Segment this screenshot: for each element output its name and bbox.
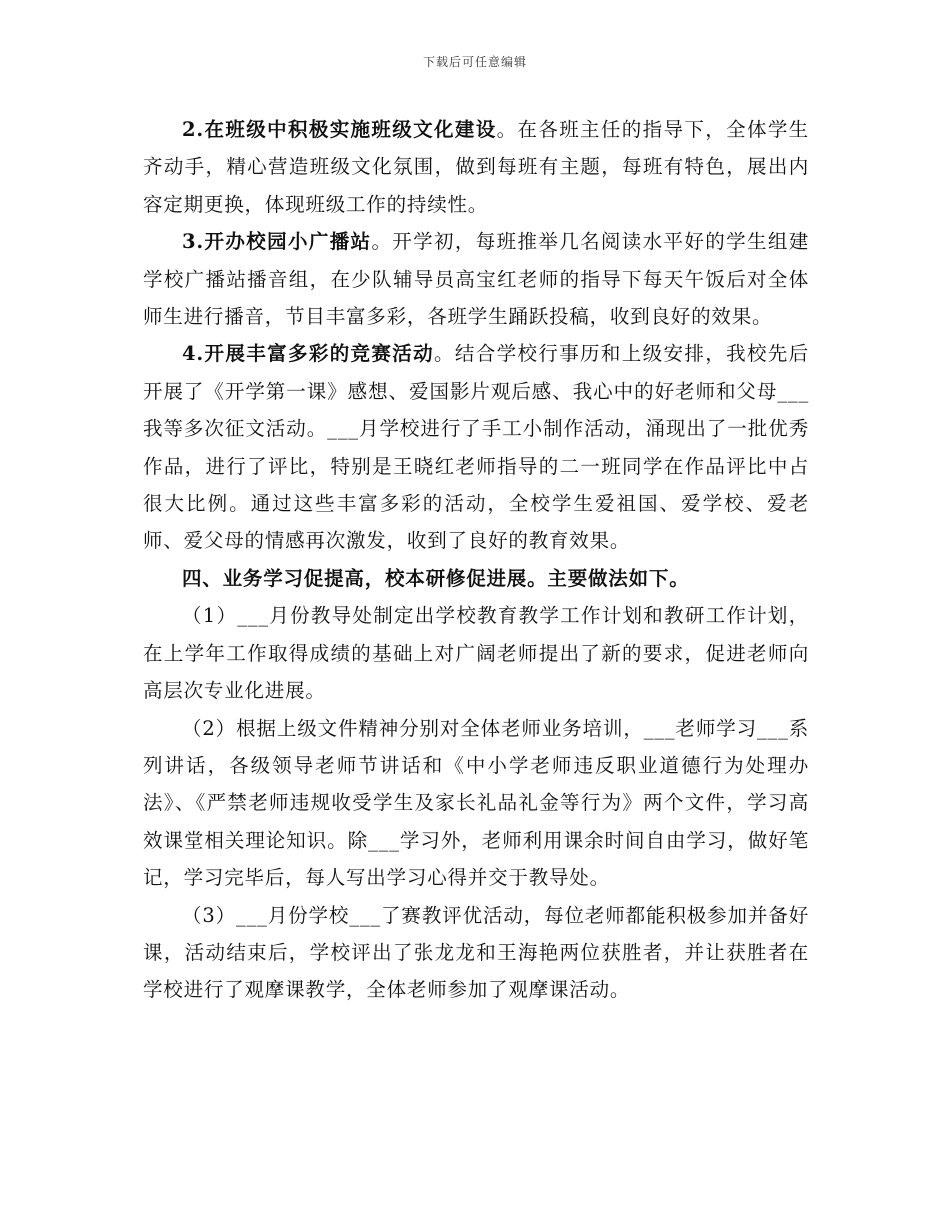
- paragraph-item-3: [143, 897, 809, 1009]
- paragraph-text: 。结合学校行事历和上级安排，我校先后开展了《开学第一课》感想、爱国影片观后感、我心中的好老师和父母___我等多次征文活动。___月学校进行了手工小制作活动，涌现出了一批优秀作品，进行了评比，特别是王晓红老师指导的二一班同学在作品评比中占很大比例。通过这些丰富多彩的活动，全校学生爱祖国、爱学校、爱老师、爱父母的情感再次激发，收到了良好的教育效果。: [143, 342, 809, 553]
- document-body: [143, 111, 809, 1009]
- paragraph-text: （3）___月份学校___了赛教评优活动，每位老师都能积极参加并备好课，活动结束后，学校评出了张龙龙和王海艳两位获胜者，并让获胜者在学校进行了观摩课教学，全体老师参加了观摩课活动。: [143, 903, 809, 1002]
- section-heading-text: 四、业务学习促提高，校本研修促进展。主要做法如下。: [182, 566, 690, 590]
- paragraph-text: 。开学初，每班推举几名阅读水平好的学生组建学校广播站播音组，在少队辅导员高宝红老师的指导下每天午饭后对全体师生进行播音，节目丰富多彩，各班学生踊跃投稿，收到良好的效果。: [143, 230, 809, 329]
- paragraph-competitions: [143, 335, 809, 559]
- section-heading-four: [143, 560, 809, 597]
- paragraph-text: （2）根据上级文件精神分别对全体老师业务培训，___老师学习___系列讲话，各级领导老师节讲话和《中小学老师违反职业道德行为处理办法》、《严禁老师违规收受学生及家长礼品礼金等行为》两个文件，学习高效课堂相关理论知识。除___学习外，老师利用课余时间自由学习，做好笔记，学习完毕后，每人写出学习心得并交于教导处。: [143, 716, 809, 890]
- page-header: 下载后可任意编辑: [422, 55, 527, 69]
- paragraph-item-1: [143, 597, 809, 709]
- paragraph-item-2: [143, 710, 809, 897]
- paragraph-class-culture: [143, 111, 809, 223]
- paragraph-heading: 2.在班级中积极实施班级文化建设: [182, 118, 497, 141]
- paragraph-radio-station: [143, 223, 809, 335]
- paragraph-heading: 3.开办校园小广播站: [182, 230, 372, 254]
- paragraph-text: 。在各班主任的指导下，全体学生齐动手，精心营造班级文化氛围，做到每班有主题，每班有特色，展出内容定期更换，体现班级工作的持续性。: [143, 118, 809, 216]
- paragraph-heading: 4.开展丰富多彩的竞赛活动: [182, 342, 435, 366]
- paragraph-text: （1）___月份教导处制定出学校教育教学工作计划和教研工作计划，在上学年工作取得成绩的基础上对广阔老师提出了新的要求，促进老师向高层次专业化进展。: [143, 604, 809, 703]
